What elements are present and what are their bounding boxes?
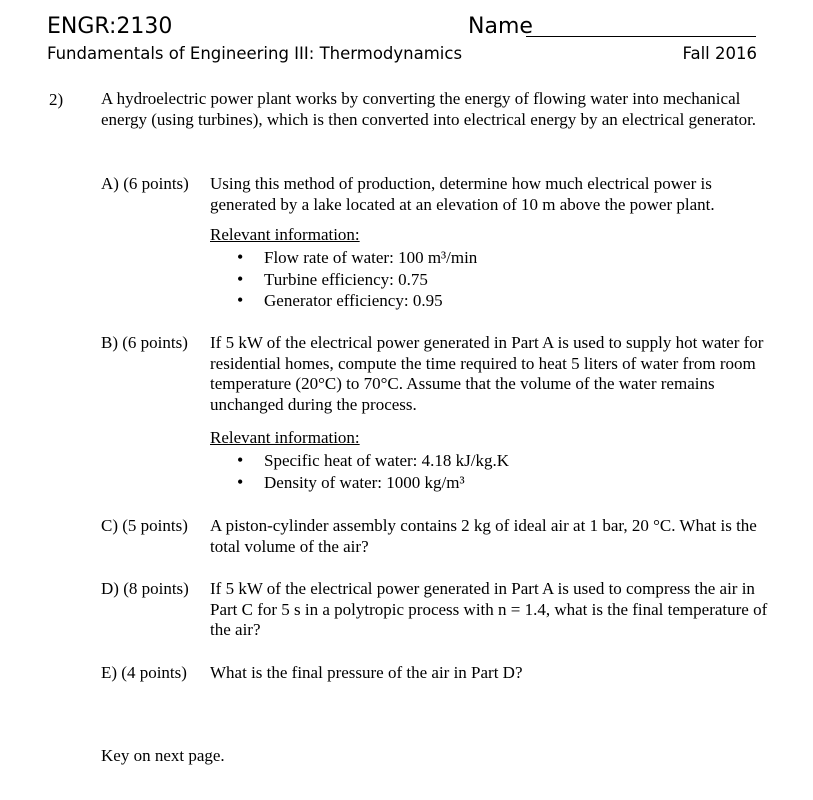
- part-d-label: D) (8 points): [101, 579, 189, 598]
- part-c-text: A piston-cylinder assembly contains 2 kg of ideal air at 1 bar, 20 °C. What is the total volume of the air?: [210, 516, 757, 556]
- question-intro: A hydroelectric power plant works by converting the energy of flowing water into mechanical energy (using turbines), which is then converted into electrical energy by an electrical generator.: [101, 89, 757, 129]
- course-title: Fundamentals of Engineering III: Thermodynamics: [47, 44, 463, 63]
- part-b-text: If 5 kW of the electrical power generated in Part A is used to supply hot water for residential homes, compute the time required to heat 5 liters of water from room temperature (20°C) to 70°C. Assume that the volume of the water remains unchanged during the process.: [210, 333, 764, 414]
- term-label: Fall 2016: [682, 44, 757, 63]
- part-c-label: C) (5 points): [101, 516, 188, 535]
- list-item: • Specific heat of water: 4.18 kJ/kg.K: [237, 450, 509, 472]
- part-b-label: B) (6 points): [101, 333, 188, 352]
- list-item: • Flow rate of water: 100 m³/min: [237, 247, 477, 269]
- part-e-label: E) (4 points): [101, 663, 187, 682]
- list-item: • Generator efficiency: 0.95: [237, 290, 477, 312]
- part-a-text: Using this method of production, determine how much electrical power is generated by a lake located at an elevation of 10 m above the power plant.: [210, 174, 715, 214]
- list-item: • Turbine efficiency: 0.75: [237, 269, 477, 291]
- part-b-info-heading: Relevant information:: [210, 428, 360, 447]
- list-item: • Density of water: 1000 kg/m³: [237, 472, 509, 494]
- part-d-text: If 5 kW of the electrical power generated in Part A is used to compress the air in Part C for 5 s in a polytropic process with n = 1.4, what is the final temperature of the air?: [210, 579, 768, 639]
- name-blank-line: [526, 36, 756, 37]
- part-a-label: A) (6 points): [101, 174, 189, 193]
- part-a-info-list: [237, 247, 477, 312]
- course-code: ENGR:2130: [47, 14, 173, 39]
- name-label: Name: [468, 14, 533, 39]
- key-note: Key on next page.: [101, 746, 225, 765]
- part-b-info-list: [237, 450, 509, 493]
- question-number: 2): [49, 90, 64, 109]
- part-e-text: What is the final pressure of the air in Part D?: [210, 663, 523, 682]
- part-a-info-heading: Relevant information:: [210, 225, 360, 244]
